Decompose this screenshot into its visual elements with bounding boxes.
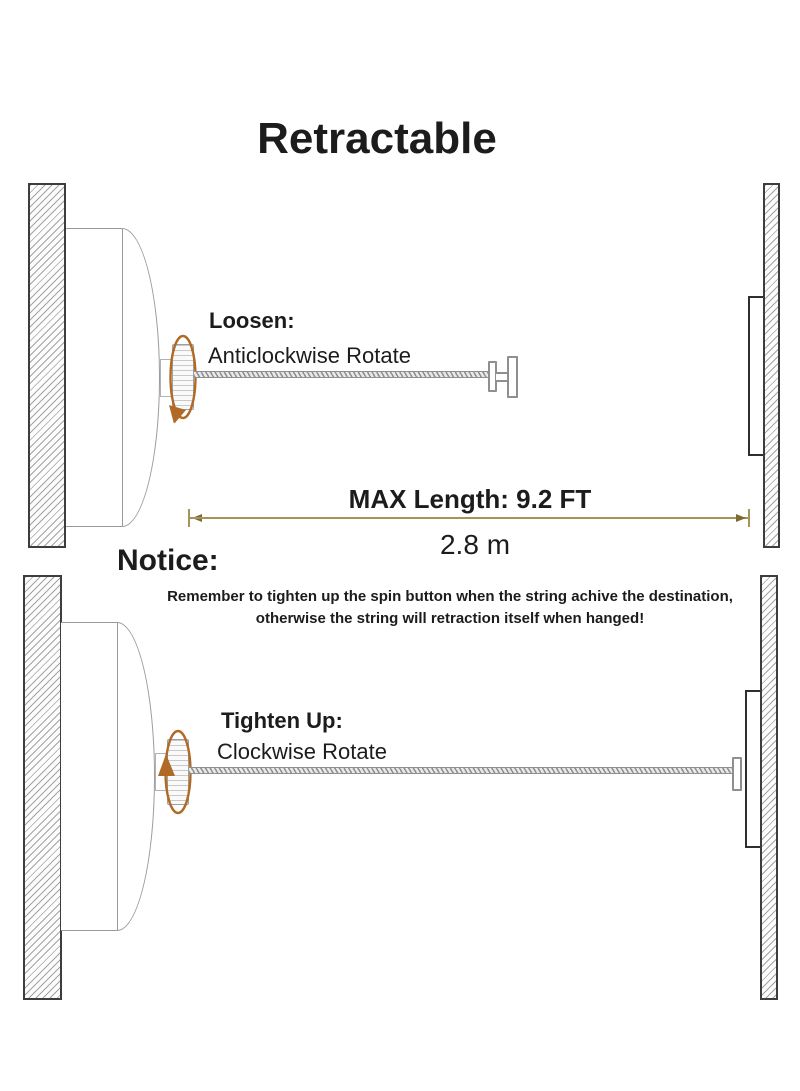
- wall-bracket-bottom: [745, 690, 760, 848]
- housing-face-line-top: [122, 229, 123, 526]
- max-length-label: MAX Length: 9.2 FT: [348, 484, 592, 514]
- notice-heading: Notice:: [117, 544, 219, 577]
- clothesline-string-top: [194, 371, 488, 378]
- string-end-hook-top: [488, 356, 520, 398]
- notice-body: [120, 586, 780, 630]
- dimension-line-bar: [190, 517, 748, 519]
- left-wall-top: [28, 183, 66, 548]
- tighten-up-label: Tighten Up:: [221, 708, 343, 733]
- string-end-bar-right: [507, 356, 518, 398]
- left-wall-bottom: [23, 575, 62, 1000]
- tighten-up-description: Clockwise Rotate: [217, 739, 387, 764]
- notice-line-2: otherwise the string will retraction itself when hanged!: [255, 610, 645, 627]
- right-wall-top: [763, 183, 780, 548]
- dimension-line: [188, 509, 750, 527]
- right-wall-bottom: [760, 575, 778, 1000]
- metric-length-label: 2.8 m: [439, 529, 511, 560]
- notice-line-1: Remember to tighten up the spin button when the string achive the destination,: [167, 588, 733, 605]
- loosen-label: Loosen:: [209, 308, 295, 333]
- housing-face-line-bottom: [117, 623, 118, 930]
- dimension-tick-right: [748, 509, 750, 527]
- string-end-spool-bottom: [732, 757, 742, 791]
- page-title: Retractable: [257, 114, 497, 163]
- retractor-housing-bottom: [61, 622, 155, 931]
- clothesline-string-bottom: [189, 767, 735, 774]
- wall-bracket-top: [748, 296, 764, 456]
- dimension-arrow-right-icon: [736, 514, 746, 522]
- loosen-description: Anticlockwise Rotate: [208, 343, 411, 368]
- retractor-housing-top: [66, 228, 160, 527]
